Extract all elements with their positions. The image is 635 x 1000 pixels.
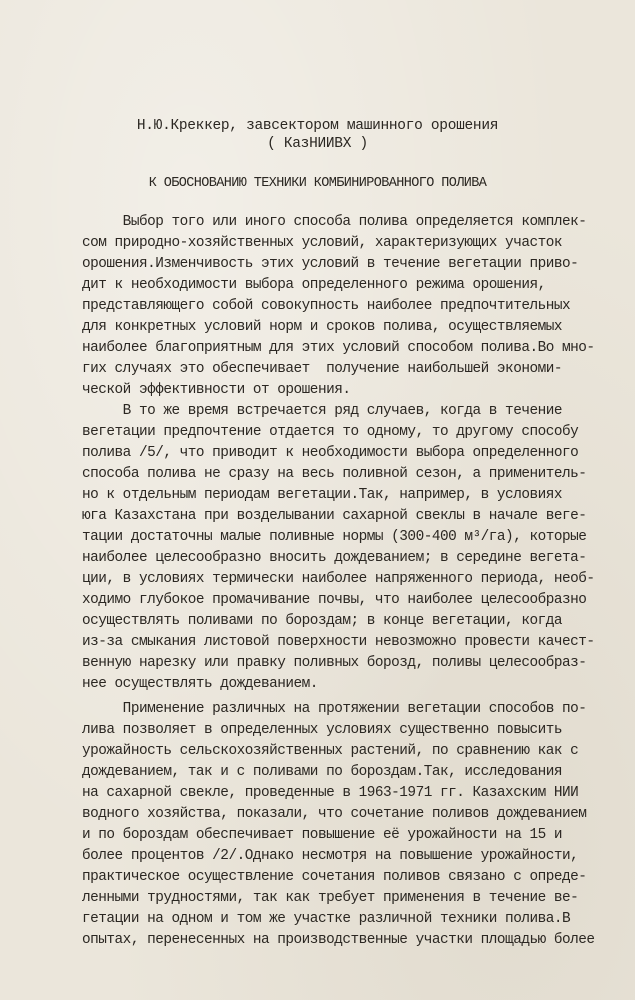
body-line: вегетации предпочтение отдается то одному, то другому способу [82, 424, 579, 440]
body-line: орошения.Изменчивость этих условий в течение вегетации приво- [82, 256, 579, 272]
body-line: на сахарной свекле, проведенные в 1963-1971 гг. Казахским НИИ [82, 785, 579, 801]
body-line: наиболее целесообразно вносить дождеванием; в середине вегета- [82, 550, 587, 566]
body-line: но к отдельным периодам вегетации.Так, например, в условиях [82, 487, 563, 503]
body-line: ленными трудностями, так как требует применения в течение ве- [82, 890, 579, 906]
body-line: венную нарезку или правку поливных борозд, поливы целесообраз- [82, 655, 587, 671]
body-line: из-за смыкания листовой поверхности невозможно провести качест- [82, 634, 595, 650]
affiliation: ( КазНИИВХ ) [267, 136, 368, 152]
body-line: юга Казахстана при возделывании сахарной свеклы в начале веге- [82, 508, 587, 524]
body-line: Применение различных на протяжении вегетации способов по- [82, 701, 587, 717]
body-line: опытах, перенесенных на производственные участки площадью более [82, 932, 595, 948]
body-line: более процентов /2/.Однако несмотря на повышение урожайности, [82, 848, 579, 864]
body-line: представляющего собой совокупность наиболее предпочтительных [82, 298, 571, 314]
body-line: гетации на одном и том же участке различной техники полива.В [82, 911, 571, 927]
body-line: лива позволяет в определенных условиях существенно повысить [82, 722, 563, 738]
body-line: ции, в условиях термически наиболее напряженного периода, необ- [82, 571, 595, 587]
body-line: осуществлять поливами по бороздам; в конце вегетации, когда [82, 613, 563, 629]
body-line: Выбор того или иного способа полива определяется комплек- [82, 214, 587, 230]
body-line: практическое осуществление сочетания поливов связано с опреде- [82, 869, 587, 885]
body-line: полива /5/, что приводит к необходимости выбора определенного [82, 445, 579, 461]
body-line: ходимо глубокое промачивание почвы, что наиболее целесообразно [82, 592, 587, 608]
body-line: сом природно-хозяйственных условий, характеризующих участок [82, 235, 563, 251]
author-line: Н.Ю.Креккер, завсектором машинного орошения [136, 118, 499, 134]
body-line: для конкретных условий норм и сроков полива, осуществляемых [82, 319, 563, 335]
body-line: нее осуществлять дождеванием. [82, 676, 318, 692]
body-line: ческой эффективности от орошения. [82, 382, 351, 398]
body-line: наиболее благоприятным для этих условий способом полива.Во мно- [82, 340, 595, 356]
body-line: и по бороздам обеспечивает повышение её урожайности на 15 и [82, 827, 563, 843]
body-line: В то же время встречается ряд случаев, когда в течение [82, 403, 563, 419]
body-line: дит к необходимости выбора определенного режима орошения, [82, 277, 546, 293]
body-line: тации достаточны малые поливные нормы (300-400 м³/га), которые [82, 529, 587, 545]
article-title: К ОБОСНОВАНИЮ ТЕХНИКИ КОМБИНИРОВАННОГО ПОЛИВА [148, 176, 487, 191]
body-line: урожайность сельскохозяйственных растений, по сравнению как с [82, 743, 579, 759]
body-line: дождеванием, так и с поливами по бороздам.Так, исследования [82, 764, 563, 780]
body-line: гих случаях это обеспечивает получение наибольшей экономи- [82, 361, 563, 377]
body-line: способа полива не сразу на весь поливной сезон, а применитель- [82, 466, 587, 482]
body-line: водного хозяйства, показали, что сочетание поливов дождеванием [82, 806, 587, 822]
